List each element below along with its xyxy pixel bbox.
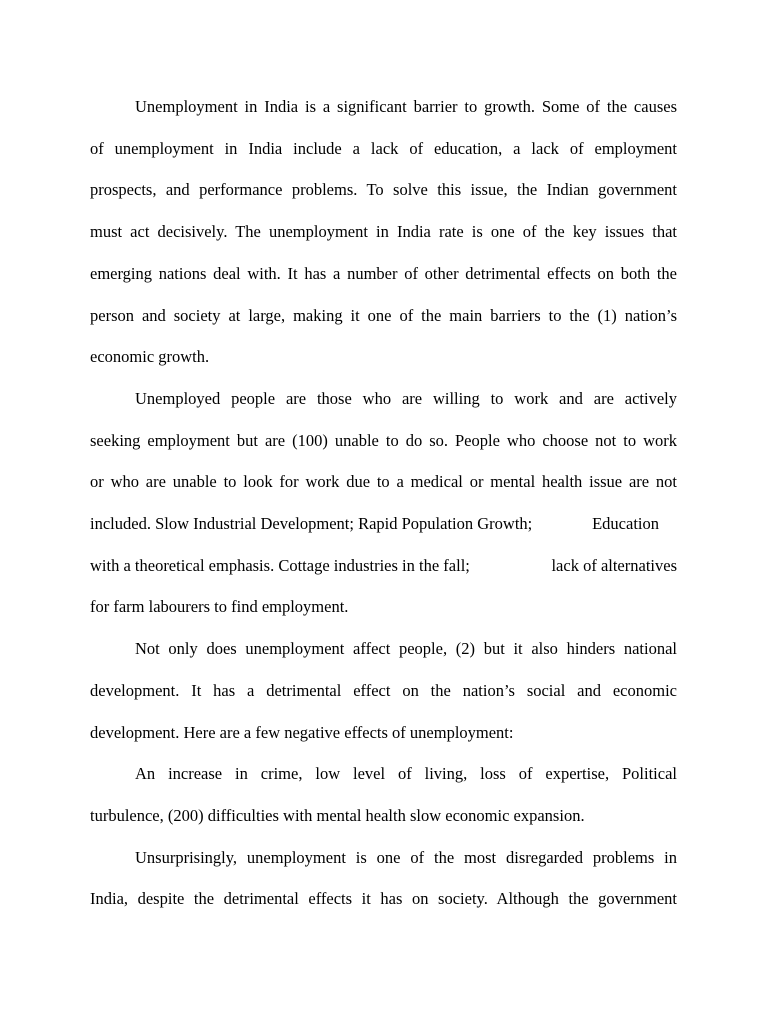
document-body <box>90 86 677 920</box>
text-line: for farm labourers to find employment. <box>90 597 349 617</box>
paragraph-2 <box>90 378 677 628</box>
text-line <box>90 503 677 545</box>
text-line: economic growth. <box>90 347 210 367</box>
text-line: development. Here are a few negative effects of unemployment: <box>90 722 514 742</box>
paragraph-4 <box>90 753 677 836</box>
text-line: India, despite the detrimental effects it has on society. Although the government <box>90 889 677 909</box>
text-segment: Education <box>592 514 659 534</box>
text-line: prospects, and performance problems. To solve this issue, the Indian government <box>90 180 677 200</box>
text-line: Unsurprisingly, unemployment is one of the most disregarded problems in <box>135 847 677 867</box>
text-segment: lack of alternatives <box>551 555 677 575</box>
text-segment: with a theoretical emphasis. Cottage industries in the fall; <box>90 555 470 575</box>
text-line: development. It has a detrimental effect on the nation’s social and economic <box>90 680 677 700</box>
text-line: or who are unable to look for work due to a medical or mental health issue are not <box>90 472 677 492</box>
paragraph-3 <box>90 628 677 753</box>
text-line: person and society at large, making it one of the main barriers to the (1) nation’s <box>90 305 677 325</box>
text-line: Not only does unemployment affect people, (2) but it also hinders national <box>135 639 677 659</box>
paragraph-5 <box>90 837 677 920</box>
text-line: Unemployed people are those who are willing to work and are actively <box>135 388 677 408</box>
text-line: seeking employment but are (100) unable to do so. People who choose not to work <box>90 430 677 450</box>
paragraph-1 <box>90 86 677 378</box>
text-line: turbulence, (200) difficulties with mental health slow economic expansion. <box>90 805 585 825</box>
text-line: of unemployment in India include a lack of education, a lack of employment <box>90 138 677 158</box>
text-line <box>90 545 677 587</box>
text-line: must act decisively. The unemployment in India rate is one of the key issues that <box>90 222 677 242</box>
text-segment: included. Slow Industrial Development; Rapid Population Growth; <box>90 514 533 534</box>
text-line: An increase in crime, low level of living, loss of expertise, Political <box>135 764 677 784</box>
text-line: emerging nations deal with. It has a number of other detrimental effects on both the <box>90 263 677 283</box>
text-line: Unemployment in India is a significant barrier to growth. Some of the causes <box>135 97 677 116</box>
